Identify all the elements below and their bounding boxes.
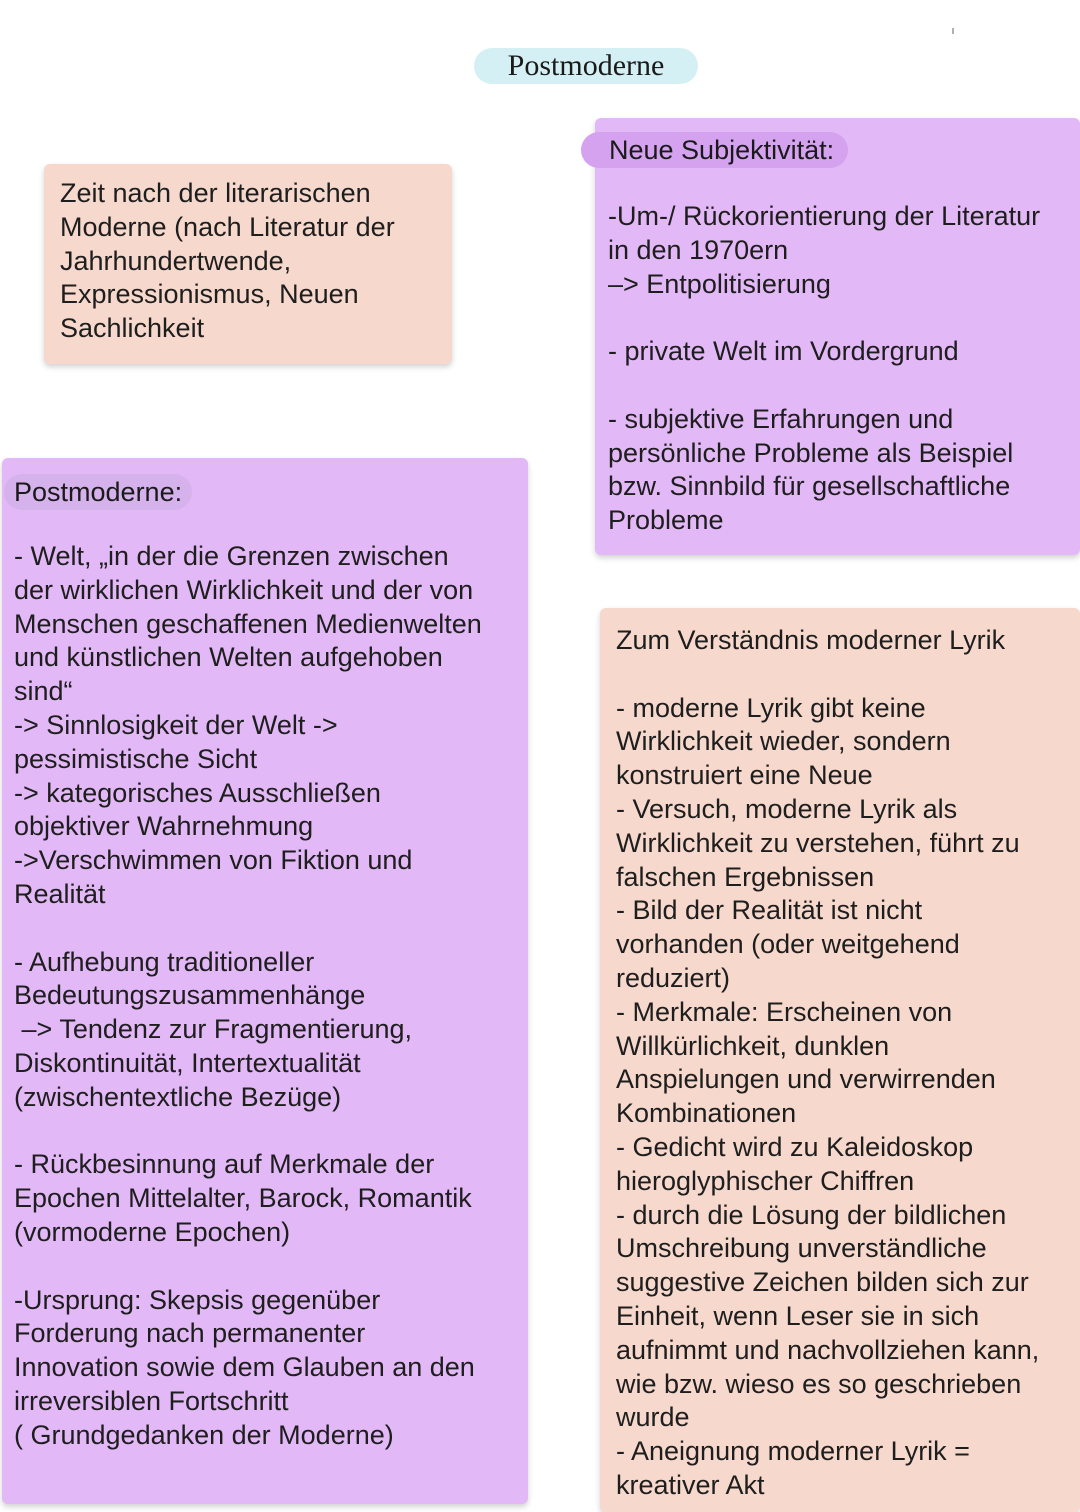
postmoderne-heading: Postmoderne: [4, 474, 192, 510]
moderne-lyrik-text: Zum Verständnis moderner Lyrik - moderne Lyrik gibt keine Wirklichkeit wieder, sondern konstruiert eine Neue - Versuch, moderne Lyrik als Wirklichkeit zu verstehen, führt zu falschen Ergebnissen - Bild der Realität ist nicht vorhanden (oder weitgehend reduziert) - Merkmale: Erscheinen von Willkürlichkeit, dunklen Anspielungen und verwirrenden Kombinationen - Gedicht wird zu Kaleidoskop hieroglyphischer Chiffren - durch die Lösung der bildlichen Umschreibung unverständliche suggestive Zeichen bilden sich zur Einheit, wenn Leser sie in sich aufnimmt und nachvollziehen kann, wie bzw. wieso es so geschrieben wurde - Aneignung moderner Lyrik = kreativer Akt [616, 625, 1040, 1500]
neue-subjektivitaet-card [595, 118, 1080, 555]
intro-text: Zeit nach der literarischen Moderne (nach Literatur der Jahrhundertwende, Expressionismus, Neuen Sachlichkeit [60, 178, 395, 344]
page-title: Postmoderne [474, 48, 698, 84]
neue-subjektivitaet-text: -Um-/ Rückorientierung der Literatur in den 1970ern –> Entpolitisierung - private Welt im Vordergrund - subjektive Erfahrungen und persönliche Probleme als Beispiel bzw. Sinnbild für gesellschaftliche Probleme [608, 201, 1041, 536]
stray-mark [952, 28, 954, 34]
intro-card [44, 164, 452, 364]
postmoderne-text: - Welt, „in der die Grenzen zwischen der wirklichen Wirklichkeit und der von Menschen geschaffenen Medienwelten und künstlichen Welten aufgehoben sind“ -> Sinnlosigkeit der Welt -> pessimistische Sicht -> kategorisches Ausschließen objektiver Wahrnehmung ->Verschwimmen von Fiktion und Realität - Aufhebung traditioneller Bedeutungszusammenhänge –> Tendenz zur Fragmentierung, Diskontinuität, Intertextualität (zwischentextliche Bezüge) - Rückbesinnung auf Merkmale der Epochen Mittelalter, Barock, Romantik (vormoderne Epochen) -Ursprung: Skepsis gegenüber Forderung nach permanenter Innovation sowie dem Glauben an den irreversiblen Fortschritt ( Grundgedanken der Moderne) [14, 541, 482, 1450]
neue-subjektivitaet-heading: Neue Subjektivität: [581, 132, 848, 168]
moderne-lyrik-card [600, 608, 1080, 1512]
postmoderne-card [2, 458, 528, 1504]
